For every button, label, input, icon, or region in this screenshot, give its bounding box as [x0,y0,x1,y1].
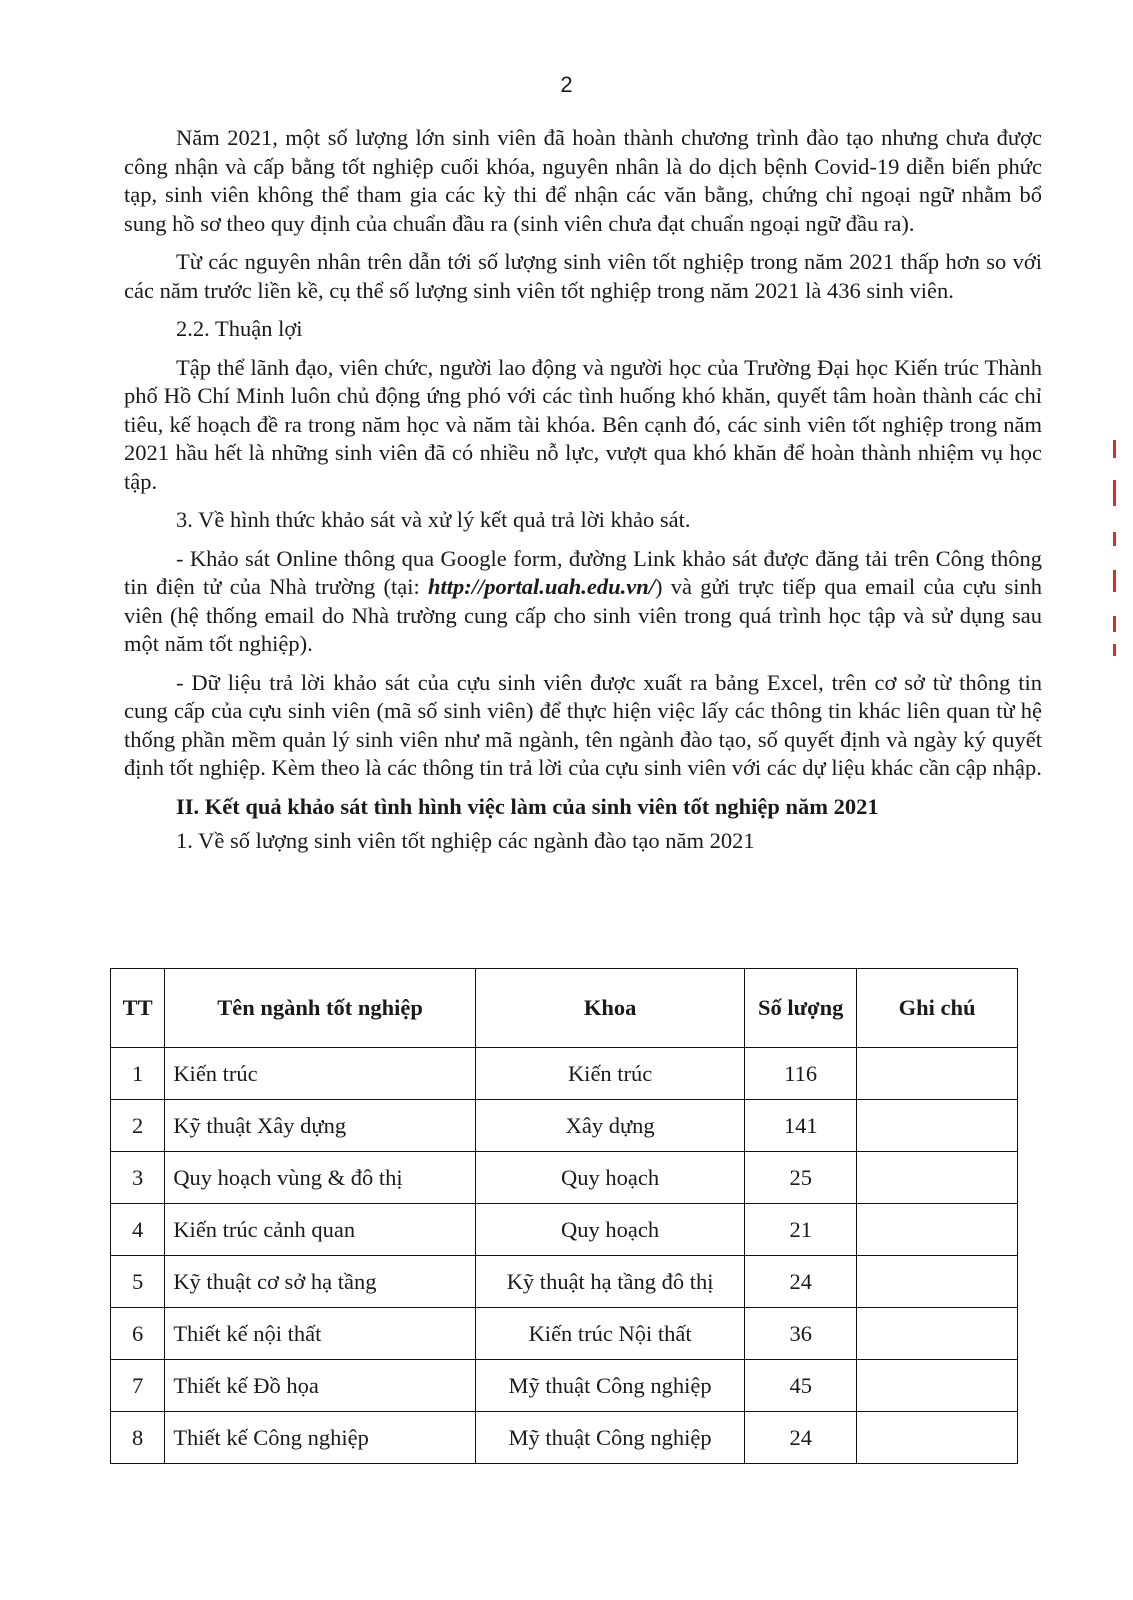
table-row [111,1204,1018,1256]
paragraph-data-processing: - Dữ liệu trả lời khảo sát của cựu sinh viên được xuất ra bảng Excel, trên cơ sở từ thông tin cung cấp của cựu sinh viên (mã số sinh viên) để thực hiện việc lấy các thông tin khác liên quan từ hệ thống phần mềm quản lý sinh viên như mã ngành, tên ngành đào tạo, số quyết định và ngày ký quyết định tốt nghiệp. Kèm theo là các thông tin trả lời của cựu sinh viên với các dự liệu khác cần cập nhập. [124,669,1042,780]
cell-tt: 6 [111,1308,165,1360]
cell-count: 141 [745,1100,857,1152]
cell-count: 24 [745,1412,857,1464]
cell-faculty: Kiến trúc [475,1048,745,1100]
page-number: 2 [560,72,573,97]
cell-major-name: Kiến trúc [165,1048,476,1100]
cell-tt: 7 [111,1360,165,1412]
header-major-name: Tên ngành tốt nghiệp [165,969,476,1048]
header-faculty: Khoa [475,969,745,1048]
cell-tt: 5 [111,1256,165,1308]
cell-note [857,1308,1018,1360]
cell-count: 21 [745,1204,857,1256]
table-row [111,1100,1018,1152]
cell-faculty: Quy hoạch [475,1152,745,1204]
cell-major-name: Thiết kế Công nghiệp [165,1412,476,1464]
paragraph-online-survey [124,545,1042,659]
section-heading-advantages: 2.2. Thuận lợi [176,316,303,341]
cell-faculty: Kiến trúc Nội thất [475,1308,745,1360]
portal-link[interactable]: http://portal.uah.edu.vn/ [428,574,655,599]
cell-tt: 2 [111,1100,165,1152]
cell-count: 45 [745,1360,857,1412]
online-survey-text-end: ) và gửi trực tiếp qua email của cựu sinh viên (hệ thống email do Nhà trường cung cấp cho sinh viên trong quá trình học tập và sử dụng sau một năm tốt nghiệp). [124,574,1043,656]
cell-note [857,1204,1018,1256]
header-count: Số lượng [745,969,857,1048]
table-row [111,1256,1018,1308]
cell-major-name: Thiết kế nội thất [165,1308,476,1360]
table-row [111,1412,1018,1464]
table-row [111,1152,1018,1204]
cell-faculty: Mỹ thuật Công nghiệp [475,1360,745,1412]
cell-note [857,1048,1018,1100]
cell-major-name: Kiến trúc cảnh quan [165,1204,476,1256]
cell-note [857,1152,1018,1204]
table-row [111,1360,1018,1412]
cell-note [857,1360,1018,1412]
cell-note [857,1100,1018,1152]
paragraph-advantages: Tập thể lãnh đạo, viên chức, người lao động và người học của Trường Đại học Kiến trúc Thành phố Hồ Chí Minh luôn chủ động ứng phó với các tình huống khó khăn, quyết tâm hoàn thành các chỉ tiêu, kế hoạch đề ra trong năm học và năm tài khóa. Bên cạnh đó, các sinh viên tốt nghiệp trong năm 2021 hầu hết là những sinh viên đã có nhiều nỗ lực, vượt qua khó khăn để hoàn thành nhiệm vụ học tập. [124,354,1042,494]
cell-major-name: Thiết kế Đồ họa [165,1360,476,1412]
cell-tt: 8 [111,1412,165,1464]
red-stamp-edge-marks [1109,440,1125,660]
online-survey-text-start: - Khảo sát Online thông qua Google form, đường Link khảo sát được đăng tải trên Công thông tin điện tử của Nhà trường (tại: [124,545,1042,599]
graduates-table [110,968,1018,1464]
paragraph-covid-impact: Năm 2021, một số lượng lớn sinh viên đã hoàn thành chương trình đào tạo nhưng chưa được công nhận và cấp bằng tốt nghiệp cuối khóa, nguyên nhân là do dịch bệnh Covid-19 diễn biến phức tạp, sinh viên không thể tham gia các kỳ thi để nhận các văn bằng, chứng chỉ ngoại ngữ nhằm bổ sung hồ sơ theo quy định của chuẩn đầu ra (sinh viên chưa đạt chuẩn ngoại ngữ đầu ra). [124,125,1042,236]
cell-note [857,1412,1018,1464]
header-tt: TT [111,969,165,1048]
cell-tt: 3 [111,1152,165,1204]
header-note: Ghi chú [857,969,1018,1048]
cell-major-name: Quy hoạch vùng & đô thị [165,1152,476,1204]
section-heading-results: II. Kết quả khảo sát tình hình việc làm của sinh viên tốt nghiệp năm 2021 [176,793,879,819]
section-heading-graduate-numbers: 1. Về số lượng sinh viên tốt nghiệp các ngành đào tạo năm 2021 [176,828,755,853]
cell-faculty: Kỹ thuật hạ tầng đô thị [475,1256,745,1308]
cell-tt: 1 [111,1048,165,1100]
cell-major-name: Kỹ thuật cơ sở hạ tầng [165,1256,476,1308]
cell-count: 24 [745,1256,857,1308]
cell-major-name: Kỹ thuật Xây dựng [165,1100,476,1152]
cell-note [857,1256,1018,1308]
cell-faculty: Mỹ thuật Công nghiệp [475,1412,745,1464]
table-row [111,1308,1018,1360]
table-row [111,1048,1018,1100]
cell-count: 116 [745,1048,857,1100]
cell-count: 25 [745,1152,857,1204]
table-header-row [111,969,1018,1048]
paragraph-graduate-count: Từ các nguyên nhân trên dẫn tới số lượng sinh viên tốt nghiệp trong năm 2021 thấp hơn so với các năm trước liền kề, cụ thể số lượng sinh viên tốt nghiệp trong năm 2021 là 436 sinh viên. [124,249,1042,303]
cell-tt: 4 [111,1204,165,1256]
document-body [124,124,1042,866]
cell-faculty: Xây dựng [475,1100,745,1152]
cell-count: 36 [745,1308,857,1360]
section-heading-survey-method: 3. Về hình thức khảo sát và xử lý kết quả trả lời khảo sát. [176,507,691,532]
cell-faculty: Quy hoạch [475,1204,745,1256]
